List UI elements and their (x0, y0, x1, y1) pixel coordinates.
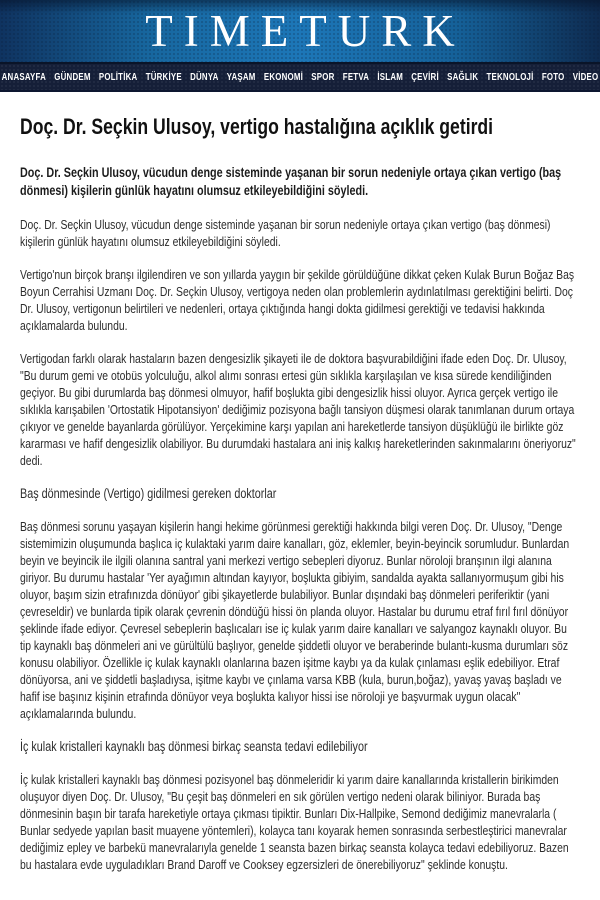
nav-item-spor[interactable]: SPOR (311, 71, 335, 83)
article-paragraph: Vertigo'nun birçok branşı ilgilendiren ve son yıllarda yaygın bir şekilde görüldüğüne dikkat çeken Kulak Burun Boğaz Baş Boyun Cerrahisi Uzmanı Doç. Dr. Seçkin Ulusoy, vertigoya neden olan problemlerin aydınlatılması gerektiğini belirti. Doç Dr. Ulusoy, vertigonun belirtileri ve nedenleri, ortaya çıktığında hangi dokta gidilmesi gerektiği ve tedavisi hakkında açıklamalarda bulundu. (20, 267, 575, 333)
nav-item-dunya[interactable]: DÜNYA (190, 71, 219, 83)
nav-item-anasayfa[interactable]: ANASAYFA (1, 71, 47, 83)
article-paragraph: Vertigodan farklı olarak hastaların bazen dengesizlik şikayeti ile de doktora başvurabildiğini ifade eden Doç. Dr. Ulusoy, "Bu durum gemi ve otobüs yolculuğu, alkol alımı sonrası ertesi gün sıklıkla karşılaşılan ve kısa sürede kendiliğinden geçiyor. Bu gibi durumlarda baş dönmesi olmuyor, hafif boşlukta gibi dengesizlik hissi oluyor. Ayrıca gerçek vertigo ile sıklıkla karışabilen 'Ortostatik Hipotansiyon' dediğimiz pozisyona bağlı tansiyon düşmesi olarak tanımlanan durum ortaya çıkıyor ve genelde bayanlarda görülüyor. Yerçekimine karşı yapılan ani hareketlerde tansiyon düşüklüğü ile birlikte göz kararması ve hafif dengesizlik olabiliyor. Bu durumdaki hastalara ani iniş kalkış hareketlerinden sakınmalarını öneriyoruz" dedi. (20, 351, 576, 468)
nav-item-fetva[interactable]: FETVA (342, 71, 370, 83)
nav-item-yasam[interactable]: YAŞAM (226, 71, 256, 83)
site-header (0, 0, 600, 62)
article-paragraph: İç kulak kristalleri kaynaklı baş dönmesi pozisyonel baş dönmeleridir ki yarım daire kanallarında kristallerin birikimden oluşuyor diyen Doç. Dr. Ulusoy, "Bu çeşit baş dönmeleri en sık görülen vertigo nedeni olarak biliniyor. Burada baş dönmesinin başın bir tarafa hareketiyle ortaya çıkması tipiktir. Bunları Dix-Hallpike, Semond dediğimiz manevralarla ( Bunlar sedyede yapılan basit muayene yöntemleri), kolayca tanı koyarak hemen sonrasında serbestleştirici manevralar dediğimiz epley ve barbekü manevralarıyla genelde 1 seansta bazen birkaç seansta kolayca tedavi edebiliyoruz. Bazen bu hastalara evde uyguladıkları Brand Daroff ve Cooksey egzersizleri de önerebiliyoruz" şeklinde konuştu. (20, 772, 569, 872)
nav-item-gundem[interactable]: GÜNDEM (54, 71, 91, 83)
article-paragraph: Baş dönmesi sorunu yaşayan kişilerin hangi hekime görünmesi gerektiği hakkında bilgi veren Doç. Dr. Ulusoy, "Denge sistemimizin oluşumunda başlıca iç kulaktaki yarım daire kanalları, göz, eklemler, beyin-beyincik sorumludur. Bunlardan beyin ve beyincik ile ilgili olanına santral yani merkezi vertigo sebepleri diyoruz. Bunlar nöroloji branşının ilgi alanına giriyor. Bu durumu hastalar 'Yer ayağımın altından kayıyor, boşlukta gibiyim, sandalda ayakta sallanıyormuşum gibi his oluyor, başım sizin etrafınızda dönüyor' gibi şikayetlerde bulabiliyor. Bunlar dışındaki baş dönmeleri periferiktir (yani çevreseldir) ve bunlarda tipik olarak çevrenin döndüğü hissi ön planda oluyor. Hastalar bu durumu etraf fırıl fırıl dönüyor şeklinde ifade ediyor. Çevresel sebeplerin başlıcaları ise iç kulak yarım daire kanalları ve salyangoz kaynaklı oluyor. Bu tip kaynaklı baş dönmeleri ani ve gürültülü başlıyor, genelde şiddetli oluyor ve beraberinde bulantı-kusma durumları söz konusu olabiliyor. Özellikle iç kulak kaynaklı olanlarına bazen işitme kaybı ya da kulak çınlaması eşlik edebiliyor. Etraf dönüyorsa, ani ve şiddetli başladıysa, işitme kaybı ve çınlama varsa KBB (kula, burun,boğaz), yavaş yavaş başladı ve hafif ise başınız kişinin etrafında dönüyor veya boşlukta kalıyor hissi ise nöroloji ye başvurmak uygun olacak" açıklamalarında bulundu. (20, 519, 570, 721)
site-logo[interactable]: TIMETURK (145, 5, 466, 56)
nav-item-video[interactable]: VİDEO (572, 71, 599, 83)
nav-item-ceviri[interactable]: ÇEVİRİ (411, 71, 439, 83)
article-paragraph: Doç. Dr. Seçkin Ulusoy, vücudun denge sisteminde yaşanan bir sorun nedeniyle ortaya çıkan vertigo (baş dönmesi) kişilerin günlük hayatını olumsuz etkileyebildiğini söyledi. (20, 217, 551, 249)
nav-item-foto[interactable]: FOTO (541, 71, 565, 83)
article-page (0, 92, 600, 873)
main-nav (0, 62, 600, 92)
nav-item-teknoloji[interactable]: TEKNOLOJİ (486, 71, 534, 83)
article-lede: Doç. Dr. Seçkin Ulusoy, vücudun denge sisteminde yaşanan bir sorun nedeniyle ortaya çıkan vertigo (baş dönmesi) kişilerin günlük hayatını olumsuz etkileyebildiğini söyledi. (20, 165, 562, 198)
article-subheading: İç kulak kristalleri kaynaklı baş dönmesi birkaç seansta tedavi edilebiliyor (20, 739, 368, 754)
article-subheading: Baş dönmesinde (Vertigo) gidilmesi gereken doktorlar (20, 486, 277, 501)
nav-item-ekonomi[interactable]: EKONOMİ (263, 71, 304, 83)
article-title: Doç. Dr. Seçkin Ulusoy, vertigo hastalığına açıklık getirdi (20, 114, 494, 139)
article-column (20, 114, 580, 873)
nav-item-turkiye[interactable]: TÜRKİYE (145, 71, 182, 83)
nav-item-politika[interactable]: POLİTİKA (98, 71, 138, 83)
nav-item-islam[interactable]: İSLAM (377, 71, 404, 83)
nav-item-saglik[interactable]: SAĞLIK (447, 71, 479, 83)
main-nav-items (0, 64, 600, 90)
